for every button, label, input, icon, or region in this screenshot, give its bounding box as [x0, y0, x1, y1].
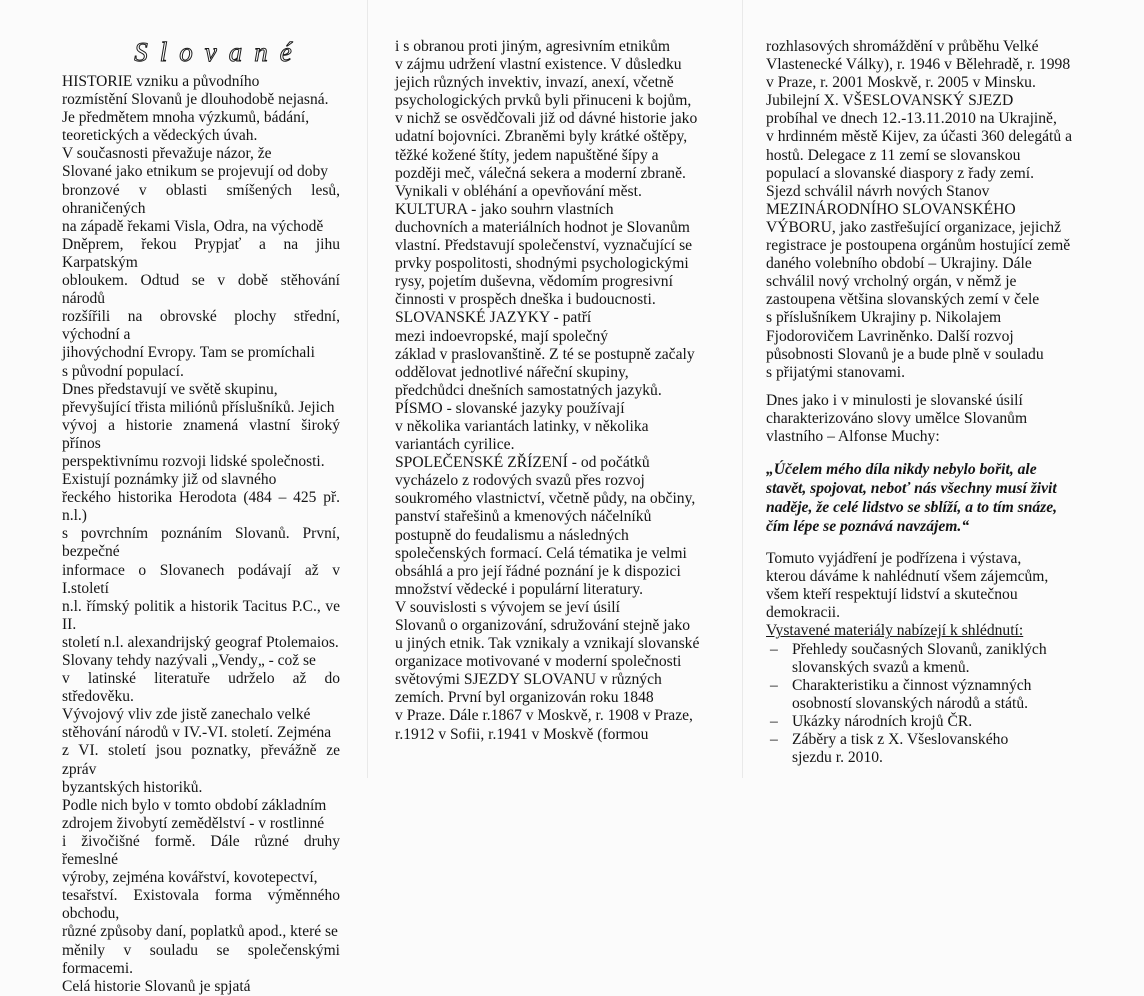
list-item-text: Záběry a tisk z X. Všeslovanského sjezdu r. 2010.	[792, 731, 1009, 767]
column-1	[62, 0, 340, 996]
congresses-paragraph: V souvislosti s vývojem se jeví úsilí Slovanů o organizování, sdružování stejně jako u jiných etnik. Tak vznikaly a vznikají slovanské organizace motivované v moderní společnosti světovými SJEZDY SLOVANU v různých zemích. První byl organizován roku 1848 v Praze. Dále r.1867 v Moskvě, r. 1908 v Praze, r.1912 v Sofii, r.1941 v Moskvě (formou	[395, 598, 700, 743]
dash-bullet: –	[770, 731, 778, 748]
page-title: Slované	[134, 37, 304, 67]
list-item	[766, 641, 1088, 677]
mucha-quote: „Účelem mého díla nikdy nebylo bořit, ale stavět, spojovat, neboť nás všechny musí živit naděje, že celé lidstvo se sblíží, a to tím snáze, čím lépe se poznává navzájem.“	[766, 461, 1058, 536]
congress-list-paragraph: rozhlasových shromáždění v průběhu Velké Vlastenecké Války), r. 1946 v Bělehradě, r. 1998 v Praze, r. 2001 Moskvě, r. 2005 v Minsku.	[766, 38, 1071, 92]
history-paragraph: HISTORIE vzniku a původního rozmístění Slovanů je dlouhodobě nejasná. Je předmětem mnoha výzkumů, bádání, teoretických a vědeckých úvah.	[62, 73, 329, 145]
exhibition-paragraph: Tomuto vyjádření je podřízena i výstava, kterou dáváme k nahlédnutí všem zájemcům, všem kteří respektují lidství a skutečnou demokracii.	[766, 550, 1049, 622]
origin-paragraph: V současnosti převažuje názor, že Slované jako etnikum se projevují od doby bronzové v oblasti smíšených lesů, ohraničených na západě řekami Visla, Odra, na východě Dněprem, řekou Prypjať a na jihu Karpatským obloukem. Odtud se v době stěhování národů rozšířili na obrovské plochy střední, východní a jihovýchodní Evropy. Tam se promíchali s původní populací.	[62, 145, 340, 380]
list-item	[766, 731, 1088, 767]
fold-line-left	[367, 0, 368, 778]
fold-line-right	[742, 0, 743, 778]
column-2	[395, 0, 715, 744]
jubilee-congress-paragraph: Jubilejní X. VŠESLOVANSKÝ SJEZD probíhal ve dnech 12.-13.11.2010 na Ukrajině, v hrdinném městě Kijev, za účasti 360 delegátů a hostů. Delegace z 11 zemí se slovanskou populací a slovanské diaspory z řady zemí. Sjezd schválil návrh nových Stanov MEZINÁRODNÍHO SLOVANSKÉHO VÝBORU, jako zastřešující organizace, jejichž registrace je postoupena orgánům hostující země daného volebního období – Ukrajiny. Dále schválil nový vrcholný orgán, v němž je zastoupena většina slovanských zemí v čele s příslušníkem Ukrajiny p. Nikolajem Fjodorovičem Lavriněnko. Další rozvoj působnosti Slovanů je a bude plně v souladu s přijatými stanovami.	[766, 92, 1072, 381]
list-item-text: Ukázky národních krojů ČR.	[792, 712, 973, 730]
exhibit-list-title: Vystavené materiály nabízejí k shlédnutí:	[766, 622, 1024, 640]
script-paragraph: PÍSMO - slovanské jazyky používají v několika variantách latinky, v několika variantách cyrilice.	[395, 399, 649, 454]
culture-paragraph: KULTURA - jako souhrn vlastních duchovních a materiálních hodnot je Slovanům vlastní. Představují společenství, vyznačující se prvky pospolitosti, shodnými psychologickými rysy, pojetím duševna, vědomím progresivní činnosti v prospěch dneška i budoucnosti.	[395, 200, 693, 309]
livelihood-paragraph: Podle nich bylo v tomto období základním zdrojem živobytí zemědělství - v rostlinné i živočišné formě. Dále různé druhy řemeslné výroby, zejména kovářství, kovotepectví, tesařství. Existovala forma výměnného obchodu, různé způsoby daní, poplatků apod., které se měnily v souladu se společenskými formacemi.	[62, 796, 340, 977]
list-item	[766, 713, 1088, 731]
list-item-text: Přehledy současných Slovanů, zaniklých slovanských svazů a kmenů.	[792, 640, 1047, 676]
social-order-paragraph: SPOLEČENSKÉ ZŘÍZENÍ - od počátků vycházelo z rodových svazů přes rozvoj soukromého vlastnictví, včetně půdy, na občiny, panství stařešinů a kmenových náčelníků postupně do feudalismu a následných společenských formací. Celá tématika je velmi obsáhlá a pro její řádné poznání je k dispozici množství vědecké i populární literatury.	[395, 454, 696, 598]
mucha-intro-paragraph: Dnes jako i v minulosti je slovanské úsilí charakterizováno slovy umělce Slovanům vlastního – Alfonse Muchy:	[766, 391, 1028, 445]
column-3	[766, 0, 1088, 767]
dash-bullet: –	[770, 712, 778, 730]
list-item-text: Charakteristiku a činnost významných osobností slovanských národů a států.	[792, 676, 1032, 712]
languages-paragraph: SLOVANSKÉ JAZYKY - patří mezi indoevropské, mají společný základ v praslovanštině. Z té se postupně začaly oddělovat jednotlivé nářeční skupiny, předchůdci dnešních samostatných jazyků.	[395, 309, 695, 399]
history-continued-paragraph: Celá historie Slovanů je spjatá	[62, 977, 251, 995]
herodotus-paragraph: Existují poznámky již od slavného řeckého historika Herodota (484 – 425 př. n.l.) s povrchním poznáním Slovanů. První, bezpečné informace o Slovanech podávají až v I.století n.l. římský politik a historik Tacitus P.C., ve II. století n.l. alexandrijský geograf Ptolemaios. Slovany tehdy nazývali „Vendy„ - což se v latinské literatuře udrželo až do středověku. Vývojový vliv zde jistě zanechalo velké stěhování národů v IV.-VI. století. Zejména z VI. století jsou poznatky, převážně ze zpráv byzantských historiků.	[62, 471, 340, 796]
population-paragraph: Dnes představují ve světě skupinu, převyšující třista miliónů příslušníků. Jejich vývoj a historie znamená vlastní široký přínos perspektivnímu rozvoji lidské společnosti.	[62, 380, 340, 470]
exhibit-list	[766, 641, 1088, 768]
dash-bullet: –	[770, 640, 778, 658]
dash-bullet: –	[770, 676, 778, 694]
list-item	[766, 677, 1088, 713]
defense-paragraph: i s obranou proti jiným, agresivním etnikům v zájmu udržení vlastní existence. V důsledku jejich různých invektiv, invazí, anexí, včetně psychologických prvků byli přinuceni k bojům, v nichž se osvědčovali již od dávné historie jako udatní bojovníci. Zbraněmi byly krátké oštěpy, těžké kožené štíty, jedem napuštěné šípy a později meč, válečná sekera a moderní zbraně. Vynikali v obléhání a opevňování měst.	[395, 38, 698, 200]
